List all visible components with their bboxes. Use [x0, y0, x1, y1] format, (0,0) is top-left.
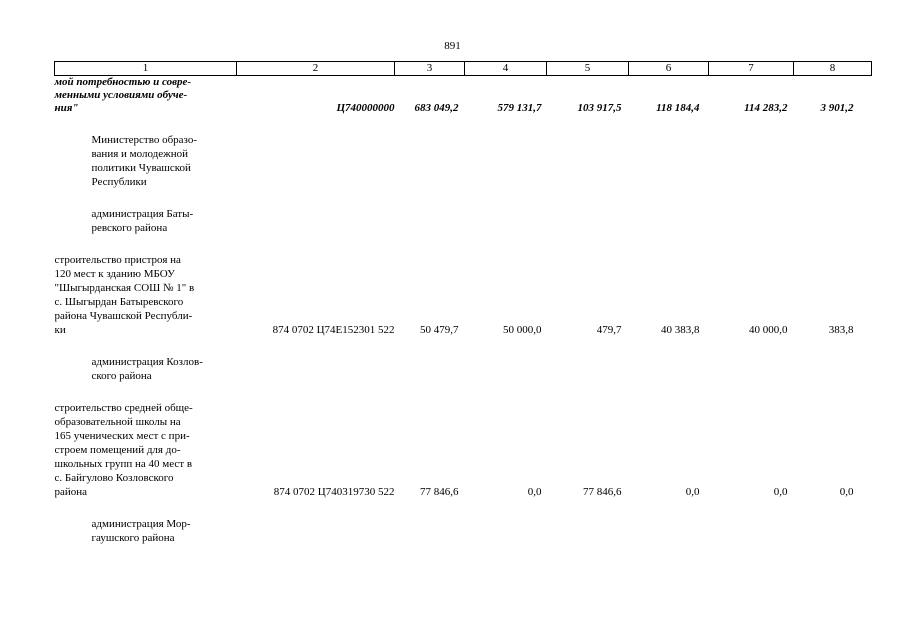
table-row — [55, 235, 872, 337]
value-col-8 — [794, 189, 872, 235]
page-number: 891 — [444, 40, 461, 52]
value-col-4 — [465, 337, 547, 383]
column-header-2: 2 — [237, 62, 395, 76]
description-line: ки — [54, 324, 66, 336]
column-header-3: 3 — [395, 62, 465, 76]
row-description — [55, 76, 237, 116]
value-col-4: 50 000,0 — [503, 324, 542, 336]
value-col-4: 579 131,7 — [497, 102, 542, 114]
description-line: строем помещений для до- — [54, 444, 181, 456]
description-line: политики Чувашской — [91, 162, 191, 174]
value-col-4 — [465, 115, 547, 189]
value-col-6: 0,0 — [685, 486, 700, 498]
value-col-8 — [794, 499, 872, 545]
budget-code: 874 0702 Ц74Е152301 522 — [272, 324, 395, 336]
description-line: 120 мест к зданию МБОУ — [54, 268, 175, 280]
value-col-3: 683 049,2 — [414, 102, 459, 114]
budget-code: Ц740000000 — [336, 102, 395, 114]
value-col-7 — [709, 115, 794, 189]
value-col-5 — [547, 189, 629, 235]
column-header-4: 4 — [465, 62, 547, 76]
value-col-6 — [629, 499, 709, 545]
table-row — [55, 189, 872, 235]
value-col-8 — [794, 337, 872, 383]
table-row — [55, 337, 872, 383]
value-col-3: 50 479,7 — [420, 324, 459, 336]
value-col-7: 40 000,0 — [749, 324, 788, 336]
value-col-6: 118 184,4 — [656, 102, 700, 114]
budget-code — [237, 499, 395, 545]
description-line: с. Байгулово Козловского — [54, 472, 174, 484]
budget-code — [237, 337, 395, 383]
row-description — [55, 383, 237, 499]
value-col-7 — [709, 337, 794, 383]
value-col-8: 0,0 — [839, 486, 854, 498]
table-row — [55, 499, 872, 545]
row-description — [55, 115, 237, 189]
row-description — [55, 235, 237, 337]
description-line: Министерство образо- — [91, 134, 197, 146]
row-description — [55, 499, 237, 545]
table-row — [55, 383, 872, 499]
value-col-8 — [794, 115, 872, 189]
description-line: строительство пристроя на — [54, 254, 181, 266]
value-col-6 — [629, 115, 709, 189]
column-header-7: 7 — [709, 62, 794, 76]
description-line: 165 ученических мест с при- — [54, 430, 190, 442]
value-col-5: 77 846,6 — [583, 486, 622, 498]
budget-table — [54, 61, 872, 545]
value-col-3 — [395, 115, 465, 189]
row-description — [55, 337, 237, 383]
budget-code — [237, 115, 395, 189]
column-header-1: 1 — [55, 62, 237, 76]
description-line: школьных групп на 40 мест в — [54, 458, 193, 470]
value-col-4 — [465, 499, 547, 545]
description-line: "Шыгырданская СОШ № 1" в — [54, 282, 195, 294]
description-line: ния" — [54, 102, 79, 114]
column-header-8: 8 — [794, 62, 872, 76]
budget-code — [237, 189, 395, 235]
value-col-5: 479,7 — [596, 324, 622, 336]
value-col-5 — [547, 337, 629, 383]
value-col-3: 77 846,6 — [420, 486, 459, 498]
description-line: Республики — [91, 176, 147, 188]
value-col-3 — [395, 189, 465, 235]
value-col-7 — [709, 189, 794, 235]
description-line: с. Шыгырдан Батыревского — [54, 296, 184, 308]
column-header-5: 5 — [547, 62, 629, 76]
description-line: менными условиями обуче- — [54, 89, 188, 101]
value-col-4 — [465, 189, 547, 235]
value-col-3 — [395, 337, 465, 383]
description-line: образовательной школы на — [54, 416, 181, 428]
value-col-6 — [629, 189, 709, 235]
description-line: строительство средней обще- — [54, 402, 193, 414]
column-header-6: 6 — [629, 62, 709, 76]
value-col-5 — [547, 115, 629, 189]
budget-code: 874 0702 Ц740319730 522 — [273, 486, 395, 498]
row-description — [55, 189, 237, 235]
value-col-3 — [395, 499, 465, 545]
value-col-4: 0,0 — [527, 486, 542, 498]
description-line: администрация Козлов- — [91, 356, 203, 368]
description-line: района Чувашской Республи- — [54, 310, 193, 322]
value-col-7: 0,0 — [773, 486, 788, 498]
value-col-7: 114 283,2 — [744, 102, 788, 114]
description-line: администрация Мор- — [91, 518, 191, 530]
description-line: района — [54, 486, 88, 498]
value-col-5: 103 917,5 — [577, 102, 622, 114]
header-row — [55, 62, 872, 76]
value-col-8: 383,8 — [828, 324, 854, 336]
table-row — [55, 115, 872, 189]
value-col-6: 40 383,8 — [661, 324, 700, 336]
description-line: вания и молодежной — [91, 148, 188, 160]
description-line: администрация Баты- — [91, 208, 194, 220]
value-col-7 — [709, 499, 794, 545]
description-line: гаушского района — [91, 532, 175, 544]
description-line: ского района — [91, 370, 152, 382]
description-line: мой потребностью и совре- — [54, 76, 192, 88]
table-row — [55, 76, 872, 116]
value-col-8: 3 901,2 — [820, 102, 854, 114]
value-col-5 — [547, 499, 629, 545]
description-line: ревского района — [91, 222, 168, 234]
value-col-6 — [629, 337, 709, 383]
